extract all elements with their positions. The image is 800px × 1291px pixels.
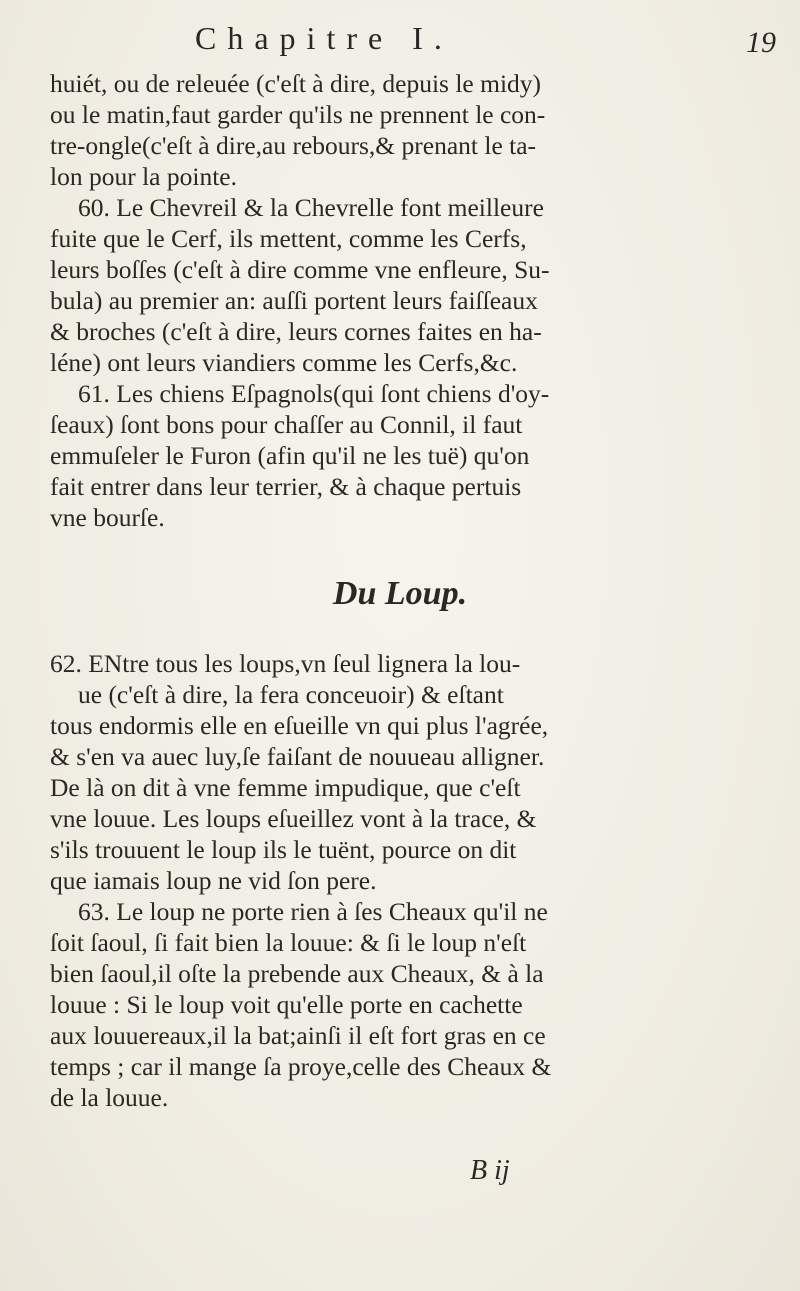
body-line: bula) au premier an: auſſi portent leurs faiſſeaux (50, 286, 538, 315)
body-line: huiét, ou de releuée (c'eſt à dire, depuis le midy) (50, 69, 542, 98)
running-head: Chapitre I. (195, 20, 453, 56)
body-line: 61. Les chiens Eſpagnols(qui ſont chiens d'oy- (78, 379, 550, 408)
body-line: lon pour la pointe. (50, 162, 237, 191)
section-line: bien ſaoul,il oſte la prebende aux Cheaux, & à la (50, 959, 544, 988)
section-line: vne louue. Les loups eſueillez vont à la trace, & (50, 804, 537, 833)
section-line: & s'en va auec luy,ſe faiſant de nouueau alligner. (50, 742, 545, 771)
body-line: 60. Le Chevreil & la Chevrelle font meilleure (78, 193, 544, 222)
section-line: aux louuereaux,il la bat;ainſi il eſt fort gras en ce (50, 1021, 546, 1050)
section-line: temps ; car il mange ſa proye,celle des Cheaux & (50, 1052, 552, 1081)
section-line: louue : Si le loup voit qu'elle porte en cachette (50, 990, 523, 1019)
page-header (0, 20, 800, 64)
body-line: ou le matin,faut garder qu'ils ne prennent le con- (50, 100, 546, 129)
body-line: vne bourſe. (50, 503, 165, 532)
section-line: De là on dit à vne femme impudique, que c'eſt (50, 773, 521, 802)
section-line: tous endormis elle en eſueille vn qui plus l'agrée, (50, 711, 549, 740)
body-line: leurs boſſes (c'eſt à dire comme vne enfleure, Su- (50, 255, 550, 284)
section-line: s'ils trouuent le loup ils le tuënt, pource on dit (50, 835, 517, 864)
section-line: 63. Le loup ne porte rien à ſes Cheaux qu'il ne (78, 897, 548, 926)
body-text (50, 68, 760, 533)
signature-mark: B ij (470, 1155, 510, 1186)
body-line: emmuſeler le Furon (afin qu'il ne les tuë) qu'on (50, 441, 530, 470)
section-line: ue (c'eſt à dire, la fera conceuoir) & eſtant (78, 680, 504, 709)
section-title: Du Loup. (332, 575, 468, 612)
body-line: & broches (c'eſt à dire, leurs cornes faites en ha- (50, 317, 542, 346)
body-line: léne) ont leurs viandiers comme les Cerfs,&c. (50, 348, 518, 377)
body-line: tre-ongle(c'eſt à dire,au rebours,& prenant le ta- (50, 131, 537, 160)
section-line: de la louue. (50, 1083, 169, 1112)
section-line: ſoit ſaoul, ſi fait bien la louue: & ſi le loup n'eſt (50, 928, 527, 957)
body-line: ſeaux) ſont bons pour chaſſer au Connil, il faut (50, 410, 523, 439)
section-body (50, 648, 760, 1113)
body-line: fuite que le Cerf, ils mettent, comme les Cerfs, (50, 224, 527, 253)
body-line: fait entrer dans leur terrier, & à chaque pertuis (50, 472, 522, 501)
page-number: 19 (746, 26, 776, 59)
section-line: que iamais loup ne vid ſon pere. (50, 866, 377, 895)
section-line: 62. ENtre tous les loups,vn ſeul lignera la lou- (50, 649, 521, 678)
